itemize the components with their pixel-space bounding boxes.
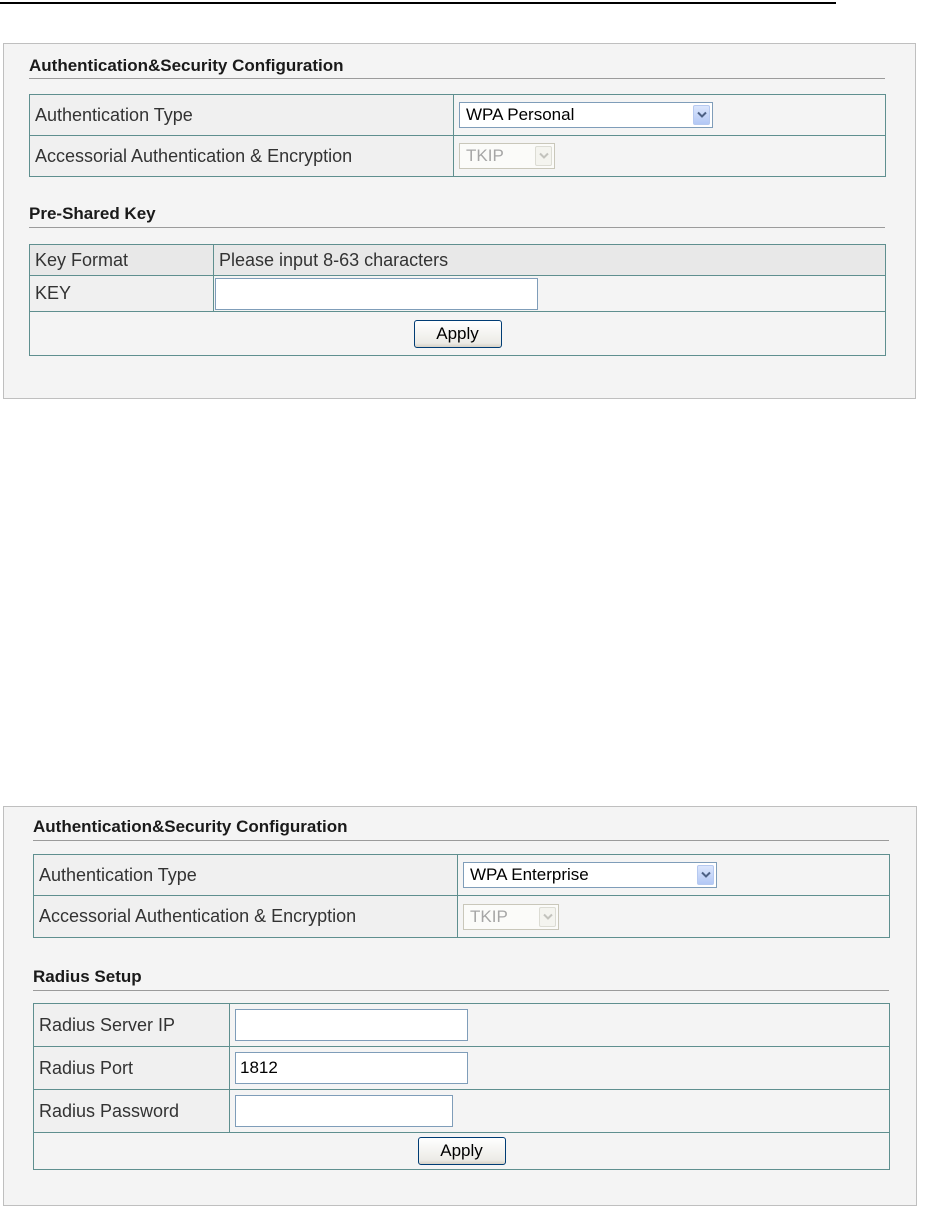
encryption-selected: TKIP xyxy=(470,906,508,926)
key-input[interactable] xyxy=(215,278,538,310)
chevron-down-icon xyxy=(535,146,552,166)
encryption-label: Accessorial Authentication & Encryption xyxy=(34,896,458,938)
auth-type-select[interactable] xyxy=(459,102,713,128)
apply-button[interactable]: Apply xyxy=(414,320,502,348)
auth-type-selected: WPA Personal xyxy=(466,105,575,124)
chevron-down-icon xyxy=(539,907,556,927)
section-divider xyxy=(33,840,889,841)
section-title-radius-setup: Radius Setup xyxy=(33,967,142,986)
section-divider xyxy=(29,227,885,228)
encryption-label: Accessorial Authentication & Encryption xyxy=(30,136,454,177)
radius-password-label: Radius Password xyxy=(34,1090,230,1133)
radius-port-label: Radius Port xyxy=(34,1047,230,1090)
auth-table xyxy=(29,94,886,177)
wpa-enterprise-panel xyxy=(3,806,917,1206)
radius-server-ip-input[interactable] xyxy=(235,1009,468,1041)
radius-server-ip-label: Radius Server IP xyxy=(34,1004,230,1047)
top-divider xyxy=(0,2,836,4)
auth-type-label: Authentication Type xyxy=(34,855,458,896)
auth-type-label: Authentication Type xyxy=(30,95,454,136)
key-format-hint: Please input 8-63 characters xyxy=(214,245,886,276)
radius-port-input[interactable]: 1812 xyxy=(235,1052,468,1084)
radius-password-input[interactable] xyxy=(235,1095,453,1127)
key-label: KEY xyxy=(30,276,214,312)
section-divider xyxy=(29,78,885,79)
key-format-label: Key Format xyxy=(30,245,214,276)
encryption-select xyxy=(463,904,559,930)
auth-type-selected: WPA Enterprise xyxy=(470,865,589,884)
chevron-down-icon[interactable] xyxy=(697,865,714,885)
auth-table xyxy=(33,854,890,938)
section-title-pre-shared-key: Pre-Shared Key xyxy=(29,204,156,223)
radius-table xyxy=(33,1003,890,1170)
chevron-down-icon[interactable] xyxy=(693,105,710,125)
section-title-auth-security: Authentication&Security Configuration xyxy=(33,817,348,836)
encryption-selected: TKIP xyxy=(466,146,504,165)
psk-table xyxy=(29,244,886,356)
section-title-auth-security: Authentication&Security Configuration xyxy=(29,56,344,75)
wpa-personal-panel xyxy=(3,43,916,399)
apply-button[interactable]: Apply xyxy=(418,1137,506,1165)
encryption-select xyxy=(459,143,555,169)
auth-type-select[interactable] xyxy=(463,862,717,888)
section-divider xyxy=(33,990,889,991)
